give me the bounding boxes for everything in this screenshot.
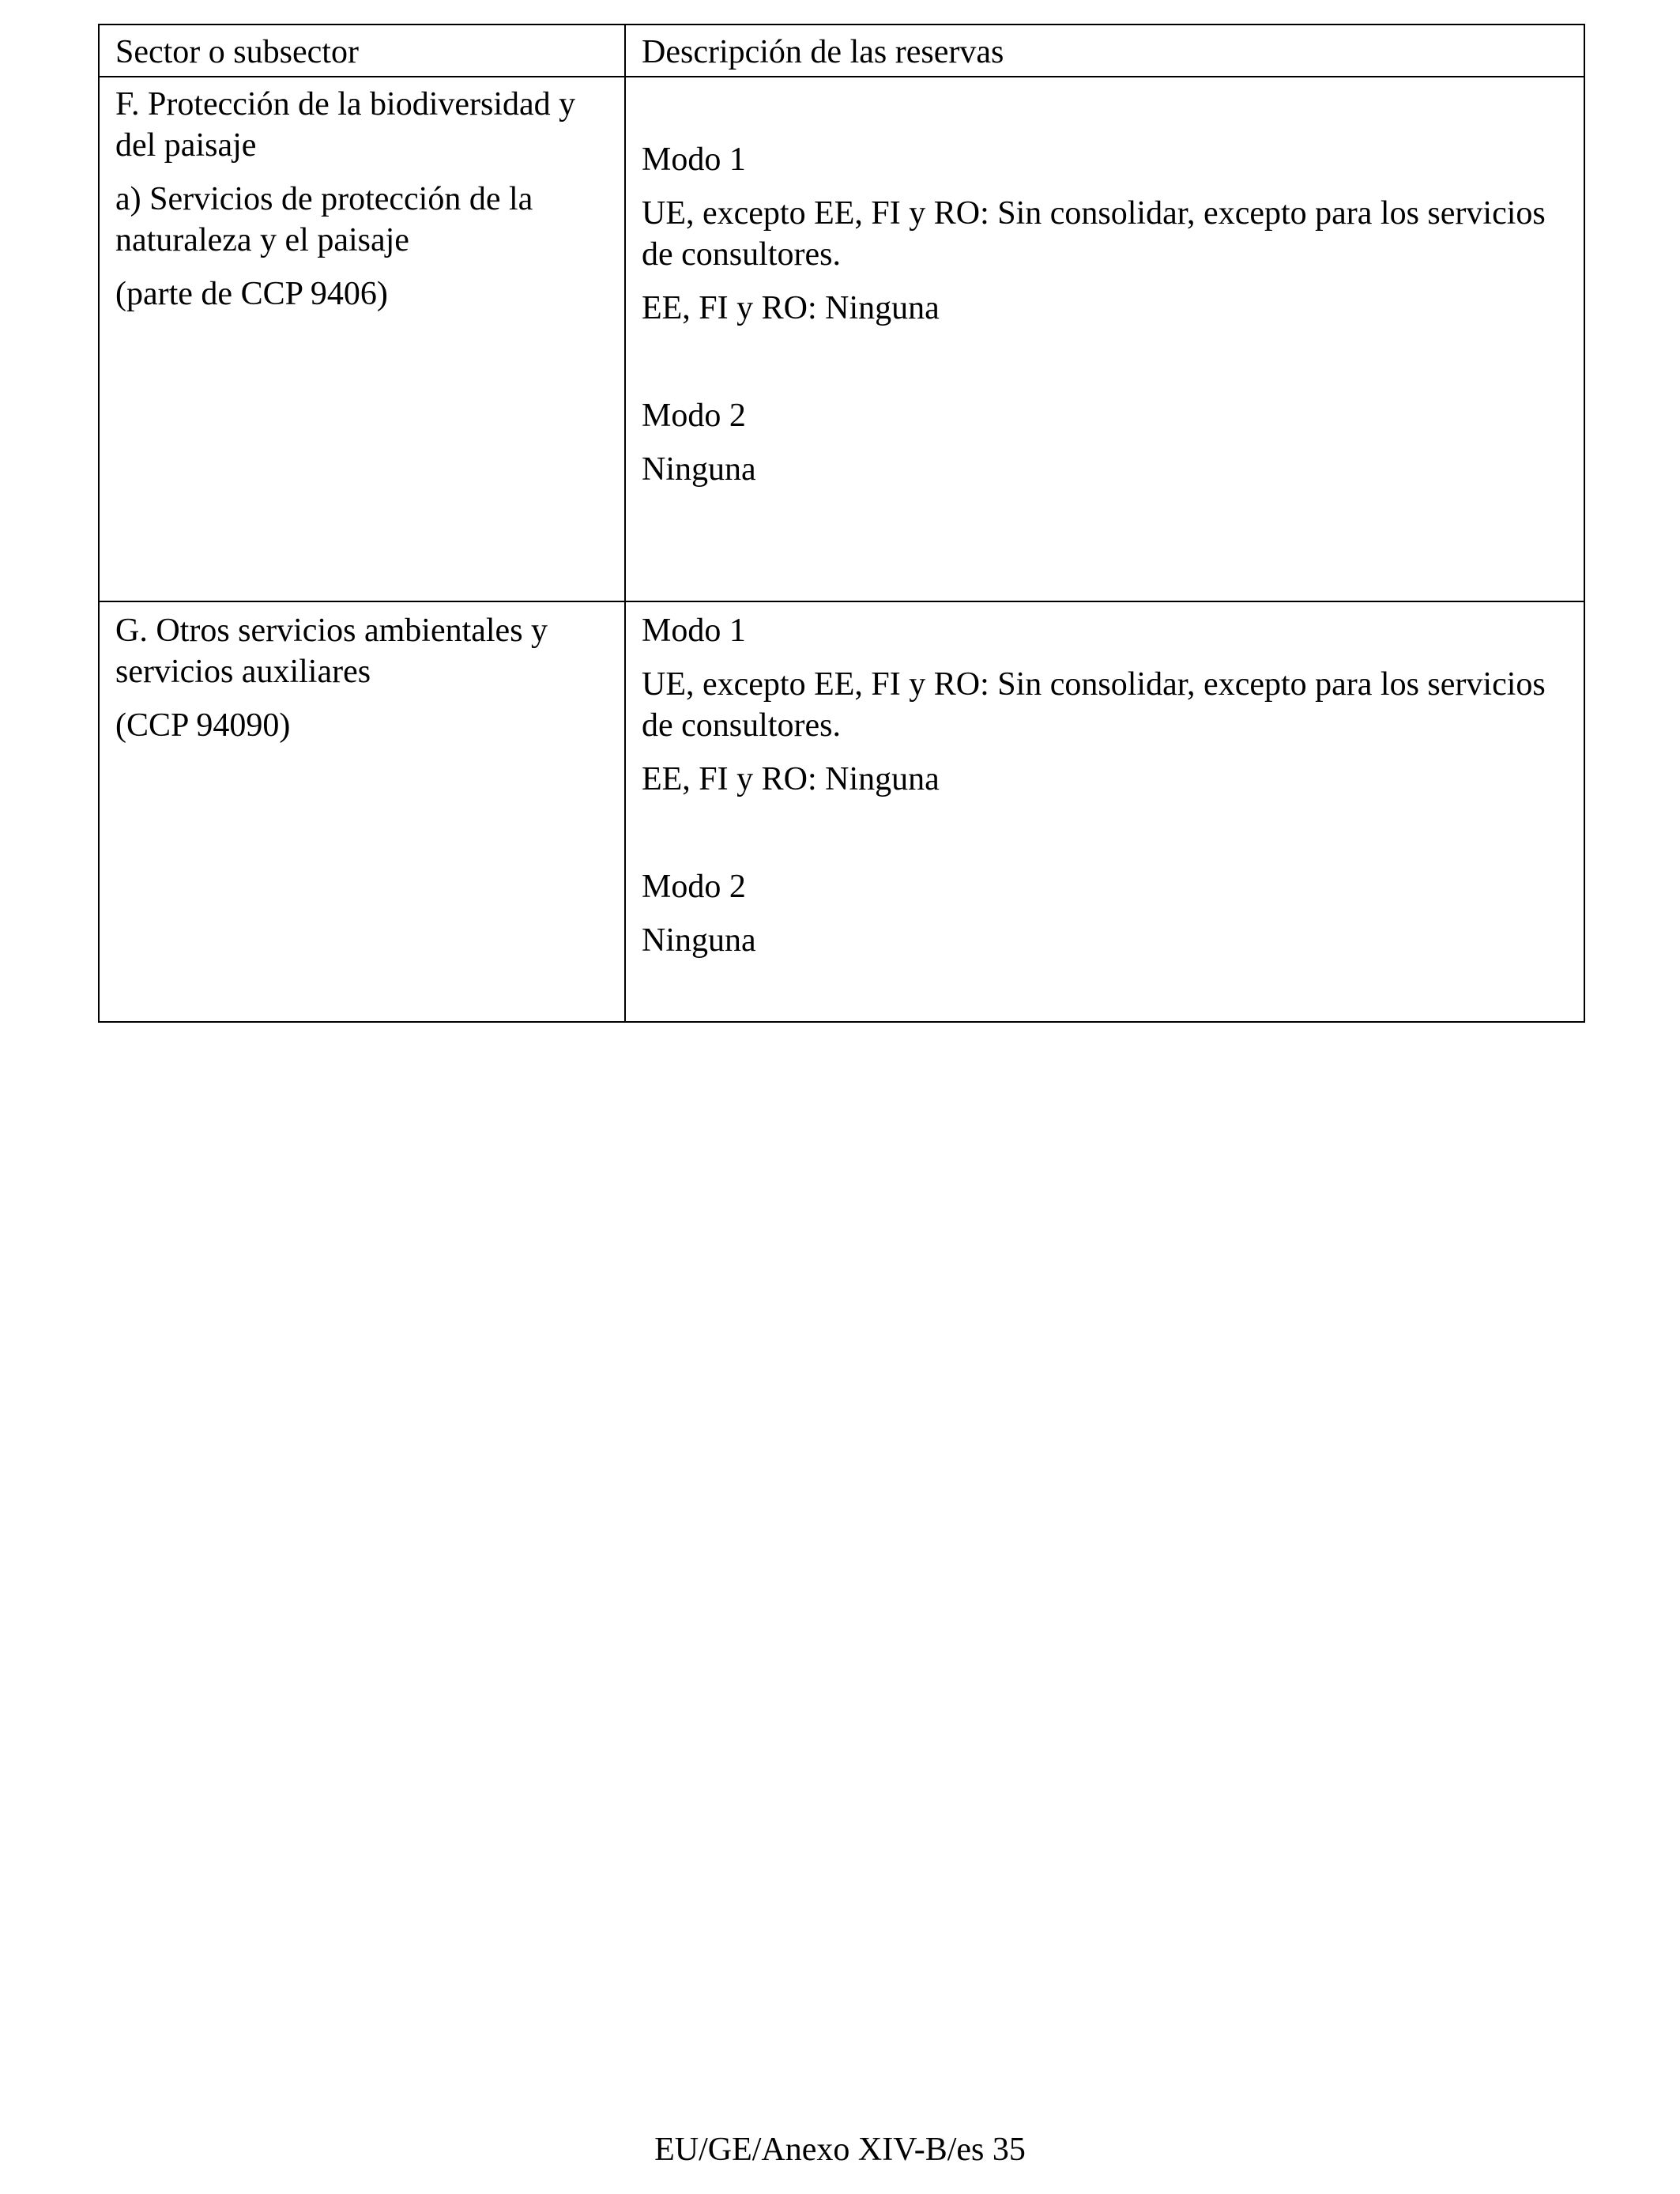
header-sector: Sector o subsector <box>99 25 625 77</box>
reservation-text: Ninguna <box>642 451 756 488</box>
mode-heading: Modo 2 <box>642 869 746 905</box>
reservation-text: Ninguna <box>642 922 756 959</box>
reservation-text: EE, FI y RO: Ninguna <box>642 761 940 797</box>
sector-title: F. Protección de la biodiversidad y del paisaje <box>115 86 576 164</box>
reservation-text: EE, FI y RO: Ninguna <box>642 290 940 326</box>
header-description: Descripción de las reservas <box>625 25 1584 77</box>
sector-cell <box>99 77 625 601</box>
reserves-table <box>98 24 1585 1023</box>
table-row <box>99 601 1584 1022</box>
table-row <box>99 77 1584 601</box>
sector-title: G. Otros servicios ambientales y servicios auxiliares <box>115 613 548 690</box>
description-cell <box>625 77 1584 601</box>
mode-heading: Modo 2 <box>642 398 746 434</box>
table-header-row <box>99 25 1584 77</box>
description-cell <box>625 601 1584 1022</box>
mode-heading: Modo 1 <box>642 141 746 178</box>
sector-subsector: a) Servicios de protección de la naturaleza y el paisaje <box>115 181 533 258</box>
sector-classification: (CCP 94090) <box>115 707 291 744</box>
reservation-text: UE, excepto EE, FI y RO: Sin consolidar, excepto para los servicios de consultores. <box>642 666 1546 744</box>
page-footer-reference: EU/GE/Anexo XIV-B/es 35 <box>654 2132 1026 2168</box>
reservation-text: UE, excepto EE, FI y RO: Sin consolidar, excepto para los servicios de consultores. <box>642 195 1546 273</box>
mode-heading: Modo 1 <box>642 613 746 649</box>
sector-cell <box>99 601 625 1022</box>
sector-classification: (parte de CCP 9406) <box>115 276 388 312</box>
